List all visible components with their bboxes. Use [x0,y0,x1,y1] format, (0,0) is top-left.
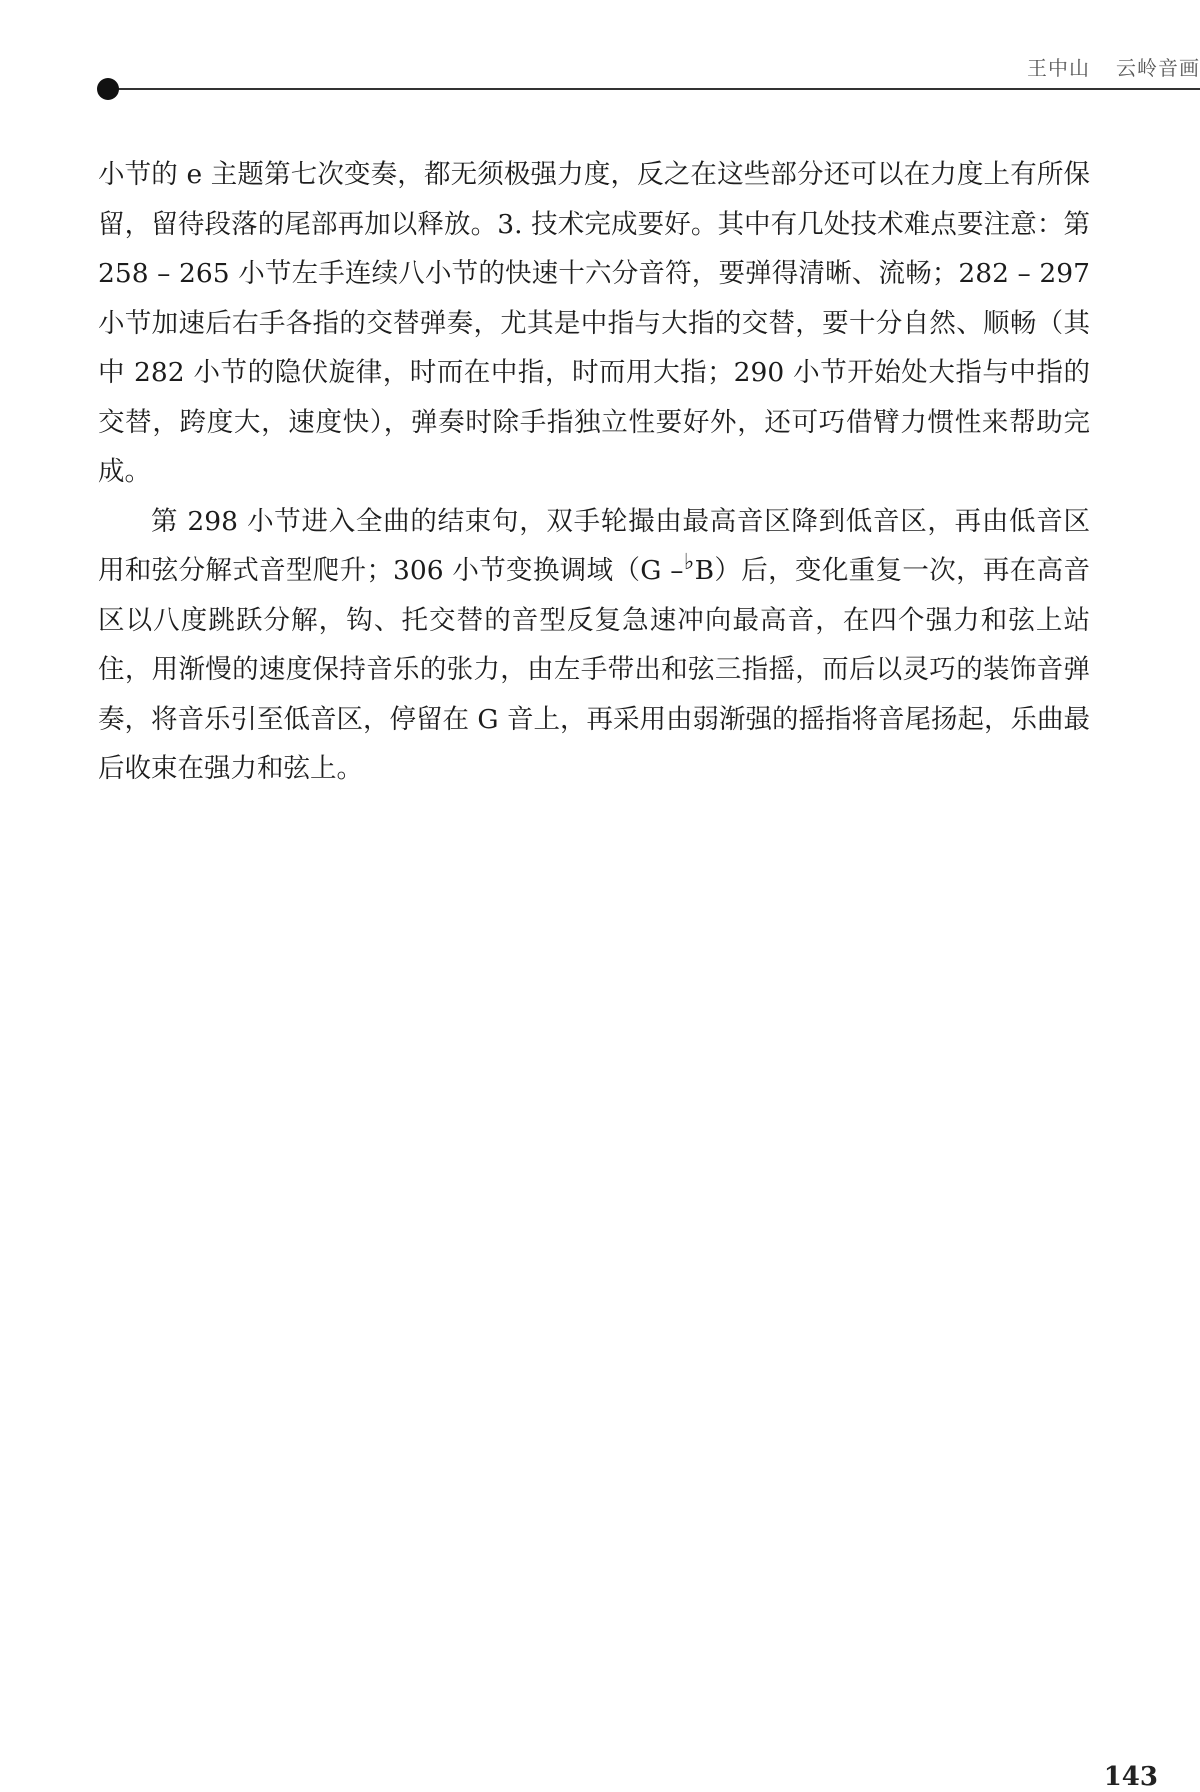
paragraph-1: 小节的 e 主题第七次变奏，都无须极强力度，反之在这些部分还可以在力度上有所保留，留待段落的尾部再加以释放。3. 技术完成要好。其中有几处技术难点要注意：第 258 – 265 小节左手连续八小节的快速十六分音符，要弹得清晰、流畅；282 – 297 小节加速后右手各指的交替弹奏，尤其是中指与大指的交替，要十分自然、顺畅（其中 282 小节的隐伏旋律，时而在中指，时而用大指；290 小节开始处大指与中指的交替，跨度大，速度快），弹奏时除手指独立性要好外，还可巧借臂力惯性来帮助完成。 [98,159,1090,487]
page-number: 143 [1103,1762,1158,1792]
paragraph-2 [98,497,1090,794]
flat-sign: ♭ [683,550,695,576]
header-author: 王中山 [1027,56,1090,80]
paragraph-2-part-1: 第 298 小节进入全曲的结束句，双手轮撮由最高音区降到低音区，再由低音区用和弦分解式音型爬升；306 小节变换调域（G – [98,505,1090,586]
header-rule [106,88,1200,90]
body-text [98,150,1090,794]
running-header [1027,52,1200,81]
header-dot [97,78,119,100]
paragraph-2-part-2: B）后，变化重复一次，再在高音区以八度跳跃分解，钩、托交替的音型反复急速冲向最高音，在四个强力和弦上站住，用渐慢的速度保持音乐的张力，由左手带出和弦三指摇，而后以灵巧的装饰音弹奏，将音乐引至低音区，停留在 G 音上，再采用由弱渐强的摇指将音尾扬起，乐曲最后收束在强力和弦上。 [98,555,1091,784]
header-title: 云岭音画 [1116,56,1200,80]
